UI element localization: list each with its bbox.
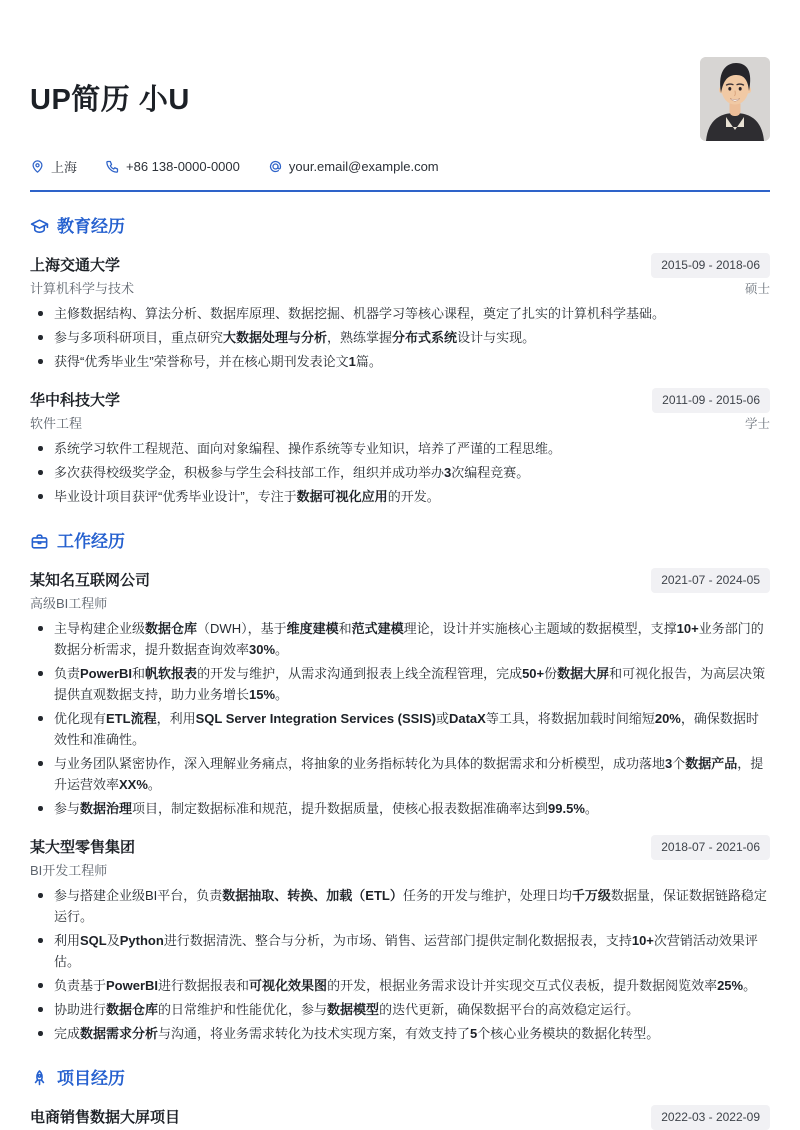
- entry-head: [30, 835, 770, 860]
- bullet-item: 毕业设计项目获评“优秀毕业设计”，专注于数据可视化应用的开发。: [30, 486, 770, 507]
- project-name: 电商销售数据大屏项目: [30, 1109, 181, 1126]
- major-name: 计算机科学与技术: [30, 281, 135, 296]
- bullet-list: [30, 303, 770, 372]
- bullet-item: 获得“优秀毕业生”荣誉称号，并在核心期刊发表论文1篇。: [30, 351, 770, 372]
- entry-sub: [30, 863, 770, 879]
- bullet-item: 完成数据需求分析与沟通，将业务需求转化为技术实现方案，有效支持了5个核心业务模块的数据化转型。: [30, 1023, 770, 1044]
- profile-photo: [700, 57, 770, 141]
- header-divider: [30, 190, 770, 192]
- briefcase-icon: [30, 532, 49, 551]
- date-badge: 2011-09 - 2015-06: [652, 388, 770, 413]
- degree-label: 硕士: [744, 282, 770, 296]
- bullet-list: [30, 885, 770, 1044]
- section-work: [30, 531, 770, 1044]
- date-badge: 2021-07 - 2024-05: [651, 568, 770, 593]
- entry-head: [30, 388, 770, 413]
- contact-location: [30, 157, 77, 176]
- section-title: 工作经历: [57, 532, 125, 551]
- section-title: 项目经历: [57, 1069, 125, 1088]
- bullet-item: 利用SQL及Python进行数据清洗、整合与分析，为市场、销售、运营部门提供定制化数据报表，支持10+次营销活动效果评估。: [30, 930, 770, 972]
- contact-phone: [105, 159, 240, 174]
- location-icon: [30, 159, 45, 174]
- project-entry: [30, 1105, 770, 1130]
- degree-label: 学士: [744, 417, 770, 431]
- company-name: 某大型零售集团: [30, 839, 136, 856]
- bullet-list: [30, 438, 770, 507]
- entry-head: [30, 253, 770, 278]
- section-projects: [30, 1068, 770, 1130]
- work-entry: [30, 835, 770, 1044]
- bullet-item: 主导构建企业级数据仓库（DWH），基于维度建模和范式建模理论，设计并实施核心主题域的数据模型，支撑10+业务部门的数据分析需求，提升数据查询效率30%。: [30, 618, 770, 660]
- job-title: BI开发工程师: [30, 863, 108, 878]
- bullet-item: 参与数据治理项目，制定数据标准和规范，提升数据质量，使核心报表数据准确率达到99.5%。: [30, 798, 770, 819]
- email-icon: [268, 159, 283, 174]
- bullet-item: 系统学习软件工程规范、面向对象编程、操作系统等专业知识，培养了严谨的工程思维。: [30, 438, 770, 459]
- entry-sub: [30, 416, 770, 432]
- bullet-list: [30, 618, 770, 819]
- education-entry: [30, 253, 770, 372]
- bullet-item: 负责基于PowerBI进行数据报表和可视化效果图的开发，根据业务需求设计并实现交互式仪表板，提升数据阅览效率25%。: [30, 975, 770, 996]
- entry-sub: [30, 596, 770, 612]
- resume-header: [30, 0, 770, 141]
- contact-phone-text: +86 138-0000-0000: [126, 159, 240, 174]
- portrait-illustration: [700, 57, 770, 141]
- contact-email: [268, 159, 439, 174]
- candidate-name: UP简历 小U: [30, 84, 190, 116]
- education-entry: [30, 388, 770, 507]
- bullet-item: 优化现有ETL流程，利用SQL Server Integration Services (SSIS)或DataX等工具，将数据加载时间缩短20%，确保数据时效性和准确性。: [30, 708, 770, 750]
- phone-icon: [105, 159, 120, 174]
- date-badge: 2018-07 - 2021-06: [651, 835, 770, 860]
- contact-row: [30, 157, 770, 176]
- bullet-item: 参与搭建企业级BI平台，负责数据抽取、转换、加载（ETL）任务的开发与维护，处理日均千万级数据量，保证数据链路稳定运行。: [30, 885, 770, 927]
- bullet-item: 参与多项科研项目，重点研究大数据处理与分析，熟练掌握分布式系统设计与实现。: [30, 327, 770, 348]
- graduation-cap-icon: [30, 217, 49, 236]
- job-title: 高级BI工程师: [30, 596, 108, 611]
- section-projects-header: [30, 1068, 770, 1089]
- date-badge: 2015-09 - 2018-06: [651, 253, 770, 278]
- contact-location-text: 上海: [51, 160, 78, 175]
- school-name: 上海交通大学: [30, 257, 121, 274]
- bullet-item: 主修数据结构、算法分析、数据库原理、数据挖掘、机器学习等核心课程，奠定了扎实的计算机科学基础。: [30, 303, 770, 324]
- contact-email-text: your.email@example.com: [288, 159, 439, 174]
- entry-head: [30, 1105, 770, 1130]
- bullet-item: 负责PowerBI和帆软报表的开发与维护，从需求沟通到报表上线全流程管理，完成50+份数据大屏和可视化报告，为高层决策提供直观数据支持，助力业务增长15%。: [30, 663, 770, 705]
- section-title: 教育经历: [57, 217, 125, 236]
- section-education: [30, 216, 770, 507]
- school-name: 华中科技大学: [30, 392, 121, 409]
- section-work-header: [30, 531, 770, 552]
- section-education-header: [30, 216, 770, 237]
- entry-sub: [30, 281, 770, 297]
- bullet-item: 协助进行数据仓库的日常维护和性能优化，参与数据模型的迭代更新，确保数据平台的高效稳定运行。: [30, 999, 770, 1020]
- bullet-item: 与业务团队紧密协作，深入理解业务痛点，将抽象的业务指标转化为具体的数据需求和分析模型，成功落地3个数据产品，提升运营效率XX%。: [30, 753, 770, 795]
- work-entry: [30, 568, 770, 819]
- entry-head: [30, 568, 770, 593]
- major-name: 软件工程: [30, 416, 83, 431]
- rocket-icon: [30, 1069, 49, 1088]
- date-badge: 2022-03 - 2022-09: [651, 1105, 770, 1130]
- bullet-item: 多次获得校级奖学金，积极参与学生会科技部工作，组织并成功举办3次编程竞赛。: [30, 462, 770, 483]
- company-name: 某知名互联网公司: [30, 572, 151, 589]
